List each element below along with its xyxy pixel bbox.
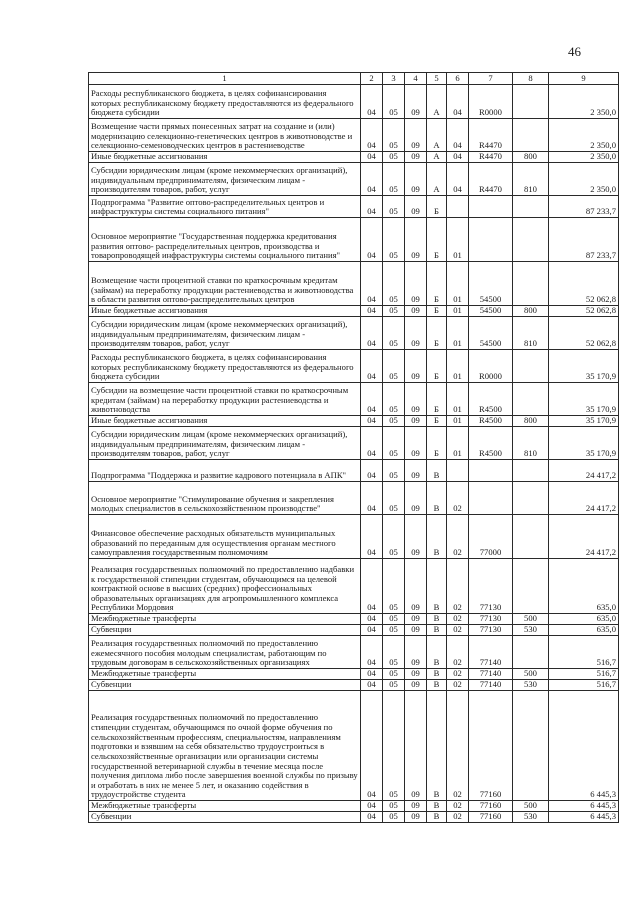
row-c8-cell	[513, 482, 549, 515]
row-c2-cell: 04	[361, 350, 383, 383]
table-row	[89, 460, 619, 482]
row-c5-cell: В	[427, 614, 447, 625]
row-c3-cell: 05	[383, 669, 405, 680]
row-c8-cell: 810	[513, 427, 549, 460]
row-name-cell: Субвенции	[89, 812, 361, 823]
header-cell: 2	[361, 73, 383, 85]
row-c8-cell	[513, 196, 549, 218]
row-c8-cell	[513, 559, 549, 614]
table-row	[89, 163, 619, 196]
row-c3-cell: 05	[383, 383, 405, 416]
row-c8-cell	[513, 636, 549, 669]
row-c8-cell	[513, 262, 549, 306]
row-c4-cell: 09	[405, 262, 427, 306]
row-c7-cell: 54500	[469, 306, 513, 317]
header-cell: 5	[427, 73, 447, 85]
row-c8-cell: 800	[513, 306, 549, 317]
row-c4-cell: 09	[405, 218, 427, 262]
table-row	[89, 416, 619, 427]
header-cell: 9	[549, 73, 619, 85]
row-c5-cell: В	[427, 680, 447, 691]
row-c2-cell: 04	[361, 427, 383, 460]
row-c5-cell: А	[427, 85, 447, 119]
row-c3-cell: 05	[383, 559, 405, 614]
row-c7-cell: 77130	[469, 614, 513, 625]
table-row	[89, 680, 619, 691]
row-c8-cell	[513, 691, 549, 801]
row-c9-cell: 516,7	[549, 680, 619, 691]
row-c8-cell: 500	[513, 614, 549, 625]
table-row	[89, 625, 619, 636]
row-c6-cell: 01	[447, 427, 469, 460]
row-c7-cell: R0000	[469, 350, 513, 383]
row-c6-cell: 02	[447, 559, 469, 614]
row-c7-cell: R4500	[469, 383, 513, 416]
row-c3-cell: 05	[383, 801, 405, 812]
row-c2-cell: 04	[361, 614, 383, 625]
row-c5-cell: Б	[427, 350, 447, 383]
row-c6-cell: 01	[447, 383, 469, 416]
row-c8-cell: 810	[513, 317, 549, 350]
row-name-cell: Субсидии юридическим лицам (кроме некоммерческих организаций), индивидуальным предпринимателям, физическим лицам - производителям товаров, работ, услуг	[89, 163, 361, 196]
row-c9-cell: 35 170,9	[549, 416, 619, 427]
row-c8-cell	[513, 119, 549, 152]
table-row	[89, 515, 619, 559]
row-c8-cell	[513, 515, 549, 559]
row-c5-cell: А	[427, 163, 447, 196]
row-c4-cell: 09	[405, 383, 427, 416]
row-c4-cell: 09	[405, 559, 427, 614]
row-c9-cell: 24 417,2	[549, 460, 619, 482]
row-c3-cell: 05	[383, 482, 405, 515]
row-c5-cell: Б	[427, 262, 447, 306]
row-c6-cell: 02	[447, 625, 469, 636]
row-c6-cell: 02	[447, 801, 469, 812]
row-c2-cell: 04	[361, 152, 383, 163]
row-c6-cell: 04	[447, 119, 469, 152]
row-c3-cell: 05	[383, 85, 405, 119]
row-name-cell: Субсидии на возмещение части процентной ставки по краткосрочным кредитам (займам) на переработку продукции растениеводства и животноводства	[89, 383, 361, 416]
row-c2-cell: 04	[361, 669, 383, 680]
table-row	[89, 691, 619, 801]
row-c3-cell: 05	[383, 416, 405, 427]
row-c8-cell: 810	[513, 163, 549, 196]
row-c3-cell: 05	[383, 306, 405, 317]
table-row	[89, 427, 619, 460]
row-c5-cell: В	[427, 559, 447, 614]
row-c9-cell: 2 350,0	[549, 85, 619, 119]
row-c6-cell: 04	[447, 163, 469, 196]
row-c8-cell: 530	[513, 812, 549, 823]
row-c6-cell: 02	[447, 691, 469, 801]
row-c7-cell: 77140	[469, 680, 513, 691]
row-c5-cell: В	[427, 482, 447, 515]
row-c2-cell: 04	[361, 515, 383, 559]
row-c8-cell: 800	[513, 152, 549, 163]
row-name-cell: Расходы республиканского бюджета, в целях софинансирования которых республиканскому бюджету предоставляются из федерального бюджета субсидии	[89, 350, 361, 383]
row-c9-cell: 35 170,9	[549, 427, 619, 460]
row-c6-cell: 04	[447, 85, 469, 119]
row-c4-cell: 09	[405, 636, 427, 669]
row-c2-cell: 04	[361, 559, 383, 614]
row-c2-cell: 04	[361, 317, 383, 350]
row-c7-cell: 77140	[469, 669, 513, 680]
row-c4-cell: 09	[405, 691, 427, 801]
row-c8-cell: 500	[513, 801, 549, 812]
row-c5-cell: Б	[427, 196, 447, 218]
header-cell: 4	[405, 73, 427, 85]
row-c7-cell: R4500	[469, 427, 513, 460]
row-c2-cell: 04	[361, 801, 383, 812]
row-c2-cell: 04	[361, 119, 383, 152]
row-c8-cell	[513, 85, 549, 119]
row-c5-cell: Б	[427, 218, 447, 262]
row-name-cell: Реализация государственных полномочий по предоставлению стипендии студентам, обучающимся по очной форме обучения по сельскохозяйственным профессиям, специальностям, направлениям подготовки и взявшим на себя обязательство трудоустроиться в сельскохозяйственные организации или организации системы государственной ветеринарной службы в течение месяца после получения диплома либо после завершения военной службы по призыву и отработать в них не менее 5 лет, и оказанию содействия в трудоустройстве студента	[89, 691, 361, 801]
row-c5-cell: Б	[427, 317, 447, 350]
row-c7-cell	[469, 460, 513, 482]
row-c7-cell: 77130	[469, 625, 513, 636]
row-c9-cell: 2 350,0	[549, 119, 619, 152]
row-c3-cell: 05	[383, 812, 405, 823]
row-name-cell: Иные бюджетные ассигнования	[89, 306, 361, 317]
row-c5-cell: В	[427, 669, 447, 680]
table-row	[89, 383, 619, 416]
row-c4-cell: 09	[405, 85, 427, 119]
budget-table	[88, 72, 619, 823]
row-c5-cell: Б	[427, 427, 447, 460]
table-row	[89, 196, 619, 218]
row-c7-cell: R4500	[469, 416, 513, 427]
row-name-cell: Возмещение части процентной ставки по краткосрочным кредитам (займам) на переработку продукции растениеводства и животноводства в области развития оптово-распределительных центров	[89, 262, 361, 306]
row-c8-cell	[513, 350, 549, 383]
row-c7-cell: R0000	[469, 85, 513, 119]
row-c4-cell: 09	[405, 306, 427, 317]
table-row	[89, 482, 619, 515]
row-c9-cell: 2 350,0	[549, 163, 619, 196]
row-c4-cell: 09	[405, 460, 427, 482]
row-c3-cell: 05	[383, 427, 405, 460]
table-row	[89, 262, 619, 306]
row-c9-cell: 635,0	[549, 614, 619, 625]
row-c9-cell: 52 062,8	[549, 306, 619, 317]
row-c8-cell: 530	[513, 680, 549, 691]
row-c4-cell: 09	[405, 119, 427, 152]
row-c2-cell: 04	[361, 163, 383, 196]
table-row	[89, 801, 619, 812]
row-c9-cell: 635,0	[549, 559, 619, 614]
row-c2-cell: 04	[361, 196, 383, 218]
row-c2-cell: 04	[361, 680, 383, 691]
row-c7-cell: 77130	[469, 559, 513, 614]
row-c4-cell: 09	[405, 163, 427, 196]
row-c8-cell	[513, 218, 549, 262]
row-c4-cell: 09	[405, 427, 427, 460]
table-row	[89, 306, 619, 317]
row-c5-cell: В	[427, 636, 447, 669]
row-c9-cell: 52 062,8	[549, 262, 619, 306]
row-c7-cell: 54500	[469, 262, 513, 306]
row-name-cell: Подпрограмма "Поддержка и развитие кадрового потенциала в АПК"	[89, 460, 361, 482]
row-c7-cell: 77160	[469, 801, 513, 812]
row-c4-cell: 09	[405, 801, 427, 812]
row-c7-cell: R4470	[469, 152, 513, 163]
row-c6-cell: 01	[447, 306, 469, 317]
row-c6-cell: 01	[447, 218, 469, 262]
row-c8-cell: 800	[513, 416, 549, 427]
row-c3-cell: 05	[383, 614, 405, 625]
table-header-row	[89, 73, 619, 85]
row-c6-cell: 02	[447, 669, 469, 680]
row-c6-cell	[447, 460, 469, 482]
row-name-cell: Субсидии юридическим лицам (кроме некоммерческих организаций), индивидуальным предпринимателям, физическим лицам - производителям товаров, работ, услуг	[89, 317, 361, 350]
row-c9-cell: 52 062,8	[549, 317, 619, 350]
row-c4-cell: 09	[405, 625, 427, 636]
row-c9-cell: 6 445,3	[549, 691, 619, 801]
header-cell: 7	[469, 73, 513, 85]
row-c4-cell: 09	[405, 669, 427, 680]
row-c9-cell: 35 170,9	[549, 383, 619, 416]
row-c6-cell: 01	[447, 262, 469, 306]
header-cell: 3	[383, 73, 405, 85]
row-c3-cell: 05	[383, 625, 405, 636]
row-name-cell: Субвенции	[89, 625, 361, 636]
row-c7-cell: 77160	[469, 812, 513, 823]
table-row	[89, 119, 619, 152]
header-cell: 8	[513, 73, 549, 85]
row-c9-cell: 24 417,2	[549, 482, 619, 515]
row-name-cell: Финансовое обеспечение расходных обязательств муниципальных образований по переданным для осуществления органам местного самоуправления государственным полномочиям	[89, 515, 361, 559]
row-c9-cell: 35 170,9	[549, 350, 619, 383]
row-c4-cell: 09	[405, 350, 427, 383]
row-c3-cell: 05	[383, 119, 405, 152]
row-c3-cell: 05	[383, 218, 405, 262]
row-c4-cell: 09	[405, 416, 427, 427]
table-row	[89, 559, 619, 614]
row-c2-cell: 04	[361, 383, 383, 416]
row-c4-cell: 09	[405, 515, 427, 559]
row-name-cell: Основное мероприятие "Стимулирование обучения и закрепления молодых специалистов в сельскохозяйственном производстве"	[89, 482, 361, 515]
row-c9-cell: 2 350,0	[549, 152, 619, 163]
row-name-cell: Возмещение части прямых понесенных затрат на создание и (или) модернизацию селекционно-генетических центров в животноводстве и селекционно-семеноводческих центров в растениеводстве	[89, 119, 361, 152]
row-c9-cell: 6 445,3	[549, 812, 619, 823]
row-c6-cell	[447, 196, 469, 218]
row-c7-cell: 77160	[469, 691, 513, 801]
row-c7-cell	[469, 196, 513, 218]
table-row	[89, 636, 619, 669]
row-name-cell: Межбюджетные трансферты	[89, 801, 361, 812]
row-name-cell: Основное мероприятие "Государственная поддержка кредитования развития оптово- распределительных центров, производства и товаропроводящей инфраструктуры системы социального питания"	[89, 218, 361, 262]
row-name-cell: Подпрограмма "Развитие оптово-распределительных центров и инфраструктуры системы социального питания"	[89, 196, 361, 218]
row-c6-cell: 02	[447, 482, 469, 515]
row-c5-cell: А	[427, 152, 447, 163]
page-number: 46	[568, 44, 581, 59]
row-c2-cell: 04	[361, 482, 383, 515]
row-c4-cell: 09	[405, 482, 427, 515]
row-c8-cell: 500	[513, 669, 549, 680]
header-cell: 1	[89, 73, 361, 85]
row-c6-cell: 01	[447, 317, 469, 350]
row-c4-cell: 09	[405, 317, 427, 350]
row-c5-cell: Б	[427, 416, 447, 427]
row-c3-cell: 05	[383, 152, 405, 163]
row-c7-cell: 54500	[469, 317, 513, 350]
row-c5-cell: В	[427, 801, 447, 812]
row-c3-cell: 05	[383, 460, 405, 482]
row-c5-cell: В	[427, 460, 447, 482]
row-c3-cell: 05	[383, 691, 405, 801]
row-c6-cell: 01	[447, 350, 469, 383]
row-c3-cell: 05	[383, 317, 405, 350]
row-c8-cell	[513, 383, 549, 416]
row-c5-cell: В	[427, 812, 447, 823]
row-c2-cell: 04	[361, 625, 383, 636]
row-c9-cell: 516,7	[549, 669, 619, 680]
row-c6-cell: 02	[447, 515, 469, 559]
row-c5-cell: Б	[427, 306, 447, 317]
row-c2-cell: 04	[361, 636, 383, 669]
row-c2-cell: 04	[361, 262, 383, 306]
table-row	[89, 669, 619, 680]
row-c3-cell: 05	[383, 262, 405, 306]
row-c2-cell: 04	[361, 416, 383, 427]
row-name-cell: Межбюджетные трансферты	[89, 614, 361, 625]
row-c3-cell: 05	[383, 163, 405, 196]
row-c3-cell: 05	[383, 196, 405, 218]
row-c3-cell: 05	[383, 680, 405, 691]
row-c5-cell: В	[427, 515, 447, 559]
row-c7-cell	[469, 218, 513, 262]
row-c2-cell: 04	[361, 460, 383, 482]
row-c9-cell: 516,7	[549, 636, 619, 669]
row-c6-cell: 02	[447, 636, 469, 669]
header-cell: 6	[447, 73, 469, 85]
row-c9-cell: 87 233,7	[549, 196, 619, 218]
row-c9-cell: 6 445,3	[549, 801, 619, 812]
row-c2-cell: 04	[361, 85, 383, 119]
row-name-cell: Субсидии юридическим лицам (кроме некоммерческих организаций), индивидуальным предпринимателям, физическим лицам - производителям товаров, работ, услуг	[89, 427, 361, 460]
row-name-cell: Межбюджетные трансферты	[89, 669, 361, 680]
row-name-cell: Иные бюджетные ассигнования	[89, 416, 361, 427]
row-c7-cell: R4470	[469, 163, 513, 196]
table-row	[89, 85, 619, 119]
table-body	[89, 85, 619, 823]
row-c6-cell: 02	[447, 614, 469, 625]
row-c4-cell: 09	[405, 812, 427, 823]
row-c9-cell: 87 233,7	[549, 218, 619, 262]
table-row	[89, 614, 619, 625]
row-c6-cell: 02	[447, 812, 469, 823]
row-c3-cell: 05	[383, 636, 405, 669]
row-c7-cell	[469, 482, 513, 515]
row-c9-cell: 635,0	[549, 625, 619, 636]
row-c3-cell: 05	[383, 350, 405, 383]
row-c5-cell: А	[427, 119, 447, 152]
row-name-cell: Расходы республиканского бюджета, в целях софинансирования которых республиканскому бюджету предоставляются из федерального бюджета субсидии	[89, 85, 361, 119]
row-name-cell: Субвенции	[89, 680, 361, 691]
table-row	[89, 152, 619, 163]
row-name-cell: Реализация государственных полномочий по предоставлению надбавки к государственной стипендии студентам, обучающимся на целевой контрактной основе в высших (средних) профессиональных образовательных организациях для агропромышленного комплекса Республики Мордовия	[89, 559, 361, 614]
row-c6-cell: 04	[447, 152, 469, 163]
row-c6-cell: 01	[447, 416, 469, 427]
row-c2-cell: 04	[361, 691, 383, 801]
table-row	[89, 812, 619, 823]
row-c5-cell: В	[427, 691, 447, 801]
row-name-cell: Реализация государственных полномочий по предоставлению ежемесячного пособия молодым специалистам, работающим по трудовым договорам в сельскохозяйственных организациях	[89, 636, 361, 669]
row-c7-cell: 77000	[469, 515, 513, 559]
row-c7-cell: R4470	[469, 119, 513, 152]
row-c7-cell: 77140	[469, 636, 513, 669]
row-c3-cell: 05	[383, 515, 405, 559]
row-c5-cell: В	[427, 625, 447, 636]
table-row	[89, 317, 619, 350]
row-name-cell: Иные бюджетные ассигнования	[89, 152, 361, 163]
row-c9-cell: 24 417,2	[549, 515, 619, 559]
row-c2-cell: 04	[361, 218, 383, 262]
row-c2-cell: 04	[361, 812, 383, 823]
row-c4-cell: 09	[405, 680, 427, 691]
row-c4-cell: 09	[405, 152, 427, 163]
row-c6-cell: 02	[447, 680, 469, 691]
row-c2-cell: 04	[361, 306, 383, 317]
row-c4-cell: 09	[405, 196, 427, 218]
row-c8-cell	[513, 460, 549, 482]
row-c8-cell: 530	[513, 625, 549, 636]
table-row	[89, 218, 619, 262]
table-row	[89, 350, 619, 383]
row-c5-cell: Б	[427, 383, 447, 416]
row-c4-cell: 09	[405, 614, 427, 625]
